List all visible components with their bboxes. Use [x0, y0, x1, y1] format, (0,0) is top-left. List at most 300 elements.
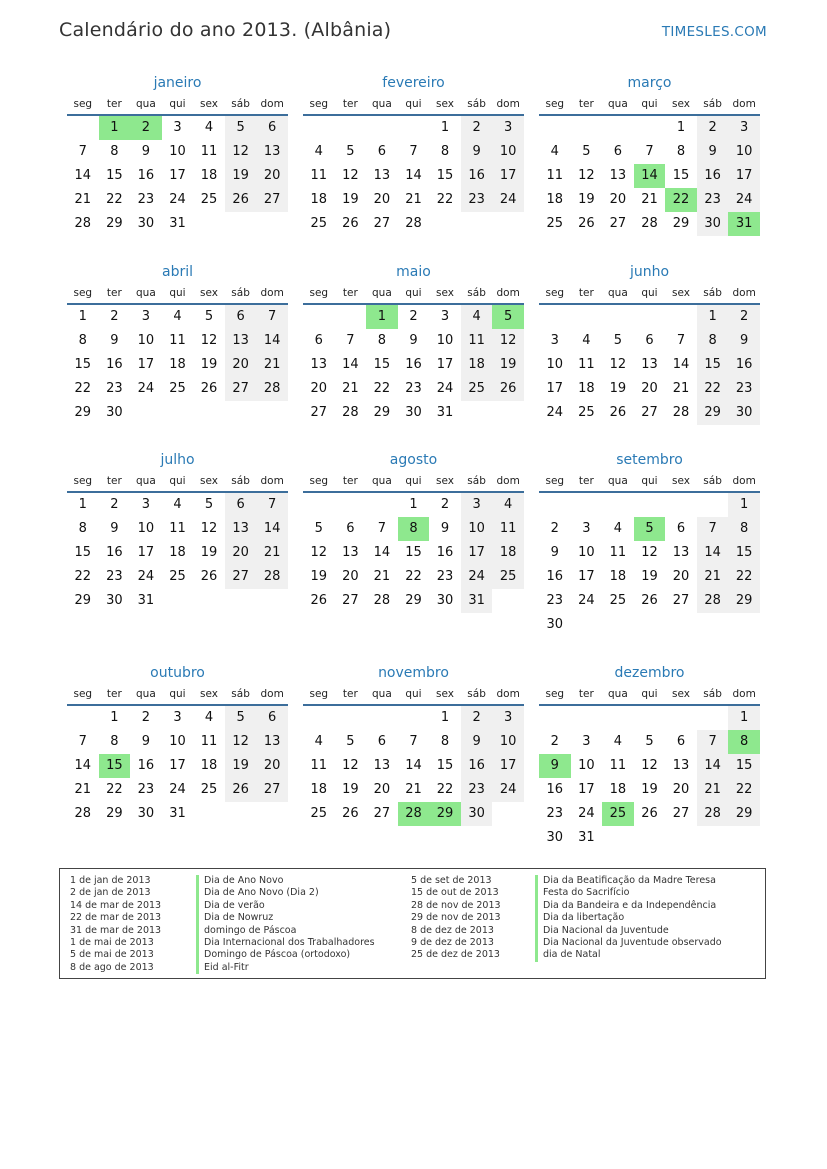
weekday-label: sáb: [703, 98, 722, 110]
day-cell: 11: [310, 758, 328, 773]
empty-day-cell: [398, 706, 430, 730]
weekend-day-cell: 12: [492, 329, 524, 353]
week-row: [67, 140, 288, 164]
empty-day-cell: [665, 706, 697, 730]
week-row: [67, 401, 288, 425]
holiday-day-cell: 22: [665, 188, 697, 212]
empty-day-cell: [571, 116, 603, 140]
weekend-day-cell: 2: [461, 706, 493, 730]
weekend-day-cell: 13: [225, 517, 257, 541]
day-cell: 10: [169, 734, 186, 749]
legend-holiday-name: dia de Natal: [535, 949, 722, 961]
day-cell: 30: [137, 806, 155, 821]
weekday-label: sex: [672, 98, 691, 110]
day-cell: 18: [609, 569, 627, 584]
week-row: [303, 589, 524, 613]
weekend-day-cell: 17: [461, 541, 493, 565]
weekday-label: seg: [73, 688, 93, 700]
legend-date: 9 de dez de 2013: [411, 936, 494, 948]
day-cell: 21: [373, 569, 391, 584]
weekday-label: sex: [436, 98, 455, 110]
day-cell: 9: [110, 521, 119, 536]
weekday-label: qui: [169, 287, 186, 299]
legend-holiday-name: domingo de Páscoa: [196, 925, 375, 937]
day-cell: 30: [106, 405, 123, 420]
weekday-label: qui: [405, 688, 422, 700]
weekend-day-cell: 15: [697, 353, 729, 377]
legend-date: 8 de dez de 2013: [411, 924, 494, 936]
weekend-day-cell: 14: [697, 541, 729, 565]
weekend-day-cell: 27: [256, 778, 288, 802]
weekend-day-cell: 19: [492, 353, 524, 377]
empty-day-cell: [366, 493, 398, 517]
day-cell: 30: [137, 216, 155, 231]
day-cell: 7: [346, 333, 355, 348]
day-cell: 3: [173, 710, 182, 725]
weekday-label: sex: [200, 287, 219, 299]
day-cell: 2: [550, 521, 559, 536]
weekday-label: sáb: [703, 287, 722, 299]
week-row: [67, 305, 288, 329]
legend-holiday-name: Dia da Bandeira e da Independência: [535, 900, 722, 912]
day-cell: 24: [169, 192, 186, 207]
holiday-day-cell: 25: [602, 802, 634, 826]
day-cell: 22: [106, 192, 123, 207]
day-cell: 17: [137, 545, 155, 560]
day-cell: 5: [204, 309, 214, 324]
day-cell: 13: [373, 758, 391, 773]
day-cell: 11: [169, 521, 186, 536]
weekend-day-cell: 25: [492, 565, 524, 589]
weekday-label: ter: [106, 475, 122, 487]
empty-day-cell: [602, 493, 634, 517]
weekday-label: ter: [578, 688, 594, 700]
weekend-day-cell: 19: [225, 754, 257, 778]
empty-day-cell: [697, 493, 729, 517]
weekend-day-cell: 12: [225, 140, 257, 164]
day-cell: 14: [405, 758, 422, 773]
day-cell: 25: [546, 216, 564, 231]
day-cell: 15: [436, 168, 454, 183]
weekend-day-cell: 20: [256, 164, 288, 188]
weekday-label: seg: [309, 287, 329, 299]
week-row: [303, 353, 524, 377]
day-cell: 26: [609, 405, 627, 420]
day-cell: 19: [200, 545, 218, 560]
day-cell: 23: [137, 192, 155, 207]
week-row: [303, 802, 524, 826]
empty-day-cell: [634, 116, 666, 140]
day-cell: 10: [546, 357, 564, 372]
day-cell: 24: [169, 782, 186, 797]
weekend-day-cell: 16: [697, 164, 729, 188]
week-row: [67, 493, 288, 517]
empty-day-cell: [634, 613, 666, 637]
weekend-day-cell: 16: [461, 164, 493, 188]
day-cell: 5: [582, 144, 591, 159]
weekend-day-cell: 14: [256, 329, 288, 353]
week-row: [67, 188, 288, 212]
week-row: [67, 164, 288, 188]
day-cell: 23: [137, 782, 155, 797]
day-cell: 25: [310, 806, 328, 821]
weekend-day-cell: 7: [256, 305, 288, 329]
day-cell: 23: [546, 806, 564, 821]
site-link[interactable]: TIMESLES.COM: [661, 24, 767, 40]
day-cell: 16: [546, 569, 564, 584]
weekday-label: qui: [405, 287, 422, 299]
day-cell: 26: [641, 593, 658, 608]
day-cell: 7: [377, 521, 387, 536]
day-cell: 7: [78, 734, 87, 749]
day-cell: 13: [672, 758, 690, 773]
weekend-day-cell: 9: [728, 329, 760, 353]
day-cell: 14: [672, 357, 690, 372]
day-cell: 13: [641, 357, 658, 372]
week-row: [539, 493, 760, 517]
weekend-day-cell: 20: [225, 541, 257, 565]
weekend-day-cell: 29: [728, 589, 760, 613]
weekend-day-cell: 2: [461, 116, 493, 140]
day-cell: 18: [578, 381, 595, 396]
weekend-day-cell: 1: [728, 706, 760, 730]
weekend-day-cell: 10: [461, 517, 493, 541]
week-row: [539, 116, 760, 140]
holiday-day-cell: 15: [99, 754, 131, 778]
day-cell: 5: [645, 734, 654, 749]
weekend-day-cell: 7: [697, 517, 729, 541]
week-row: [67, 541, 288, 565]
weekend-day-cell: 20: [256, 754, 288, 778]
weekday-label: sáb: [467, 475, 486, 487]
weekday-label: qui: [641, 98, 658, 110]
holiday-day-cell: 28: [398, 802, 430, 826]
day-cell: 17: [578, 569, 595, 584]
day-cell: 13: [609, 168, 627, 183]
day-cell: 18: [169, 545, 186, 560]
day-cell: 28: [641, 216, 658, 231]
weekend-day-cell: 8: [697, 329, 729, 353]
weekday-label: ter: [578, 98, 594, 110]
day-cell: 4: [173, 309, 182, 324]
empty-day-cell: [602, 613, 634, 637]
day-cell: 25: [578, 405, 595, 420]
day-cell: 1: [440, 710, 450, 725]
day-cell: 14: [74, 168, 92, 183]
day-cell: 26: [310, 593, 328, 608]
day-cell: 3: [440, 309, 450, 324]
week-row: [67, 565, 288, 589]
legend-holiday-name: Dia Nacional da Juventude observado: [535, 937, 722, 949]
weekday-label: sáb: [703, 688, 722, 700]
day-cell: 28: [672, 405, 690, 420]
month-9: [67, 662, 288, 826]
day-cell: 16: [106, 545, 123, 560]
weekend-day-cell: 15: [728, 754, 760, 778]
day-cell: 8: [110, 734, 119, 749]
empty-day-cell: [602, 706, 634, 730]
week-row: [67, 212, 288, 236]
weekday-label: dom: [732, 688, 756, 700]
weekday-label: seg: [309, 475, 329, 487]
day-cell: 11: [310, 168, 328, 183]
day-cell: 8: [377, 333, 387, 348]
weekend-day-cell: 6: [225, 493, 257, 517]
weekday-label: seg: [73, 475, 93, 487]
empty-day-cell: [366, 706, 398, 730]
day-cell: 30: [436, 593, 454, 608]
legend-holiday-name: Dia da libertação: [535, 912, 722, 924]
day-cell: 10: [137, 333, 155, 348]
empty-day-cell: [665, 305, 697, 329]
week-row: [303, 706, 524, 730]
day-cell: 7: [409, 734, 418, 749]
day-cell: 2: [141, 710, 151, 725]
weekend-day-cell: 26: [492, 377, 524, 401]
weekday-label: qui: [641, 475, 658, 487]
empty-day-cell: [492, 212, 524, 236]
weekend-day-cell: 3: [492, 116, 524, 140]
week-row: [539, 401, 760, 425]
day-cell: 11: [609, 758, 627, 773]
weekday-label: dom: [496, 287, 520, 299]
empty-day-cell: [256, 401, 288, 425]
day-cell: 10: [578, 545, 595, 560]
empty-day-cell: [539, 305, 571, 329]
empty-day-cell: [602, 116, 634, 140]
day-cell: 13: [672, 545, 690, 560]
holiday-day-cell: 14: [634, 164, 666, 188]
weekend-day-cell: 16: [728, 353, 760, 377]
day-cell: 31: [137, 593, 155, 608]
day-cell: 19: [641, 782, 658, 797]
month-6: [67, 449, 288, 613]
day-cell: 12: [310, 545, 328, 560]
week-row: [303, 140, 524, 164]
week-row: [67, 802, 288, 826]
empty-day-cell: [728, 613, 760, 637]
day-cell: 8: [440, 734, 450, 749]
day-cell: 24: [546, 405, 564, 420]
empty-day-cell: [256, 802, 288, 826]
empty-day-cell: [697, 706, 729, 730]
day-cell: 11: [546, 168, 564, 183]
week-row: [303, 329, 524, 353]
day-cell: 18: [310, 782, 328, 797]
day-cell: 23: [546, 593, 564, 608]
empty-day-cell: [492, 802, 524, 826]
legend-date: 1 de mai de 2013: [70, 936, 154, 948]
day-cell: 4: [204, 120, 214, 135]
week-row: [539, 589, 760, 613]
weekend-day-cell: 30: [728, 401, 760, 425]
weekday-label: dom: [496, 98, 520, 110]
day-cell: 6: [377, 144, 387, 159]
weekend-day-cell: 16: [461, 754, 493, 778]
day-cell: 18: [200, 758, 218, 773]
day-cell: 31: [169, 806, 186, 821]
empty-day-cell: [728, 826, 760, 850]
month-name: abril: [161, 264, 193, 280]
day-cell: 7: [78, 144, 87, 159]
weekend-day-cell: 2: [697, 116, 729, 140]
month-name: dezembro: [614, 665, 685, 681]
weekday-label: qui: [405, 98, 422, 110]
weekend-day-cell: 29: [728, 802, 760, 826]
empty-day-cell: [67, 706, 99, 730]
legend-date: 28 de nov de 2013: [411, 899, 501, 911]
weekday-label: sáb: [231, 688, 250, 700]
day-cell: 7: [409, 144, 418, 159]
week-row: [539, 706, 760, 730]
day-cell: 1: [110, 710, 119, 725]
month-1: [303, 72, 524, 236]
day-cell: 17: [546, 381, 564, 396]
day-cell: 30: [106, 593, 123, 608]
weekday-label: qua: [372, 287, 392, 299]
day-cell: 28: [373, 593, 391, 608]
legend-names-col-1: [196, 875, 375, 974]
weekend-day-cell: 15: [728, 541, 760, 565]
month-name: outubro: [150, 665, 205, 681]
day-cell: 12: [200, 521, 218, 536]
legend-date: 2 de jan de 2013: [70, 887, 151, 899]
week-row: [539, 517, 760, 541]
legend-holiday-name: Dia de Nowruz: [196, 912, 375, 924]
day-cell: 17: [169, 168, 186, 183]
weekend-day-cell: 19: [225, 164, 257, 188]
day-cell: 16: [546, 782, 564, 797]
weekday-label: dom: [496, 475, 520, 487]
week-row: [303, 541, 524, 565]
weekday-label: sex: [200, 98, 219, 110]
weekend-day-cell: 7: [256, 493, 288, 517]
week-row: [303, 778, 524, 802]
weekday-label: sex: [200, 688, 219, 700]
day-cell: 2: [440, 497, 450, 512]
weekday-label: qui: [641, 287, 658, 299]
day-cell: 5: [204, 497, 214, 512]
empty-day-cell: [162, 589, 194, 613]
month-4: [303, 261, 524, 425]
weekday-label: ter: [342, 688, 358, 700]
week-row: [303, 305, 524, 329]
weekend-day-cell: 17: [492, 164, 524, 188]
day-cell: 17: [137, 357, 155, 372]
empty-day-cell: [303, 116, 335, 140]
weekday-label: qua: [608, 688, 628, 700]
month-name: julho: [160, 452, 195, 468]
weekend-day-cell: 6: [225, 305, 257, 329]
weekend-day-cell: 13: [256, 730, 288, 754]
weekend-day-cell: 1: [728, 493, 760, 517]
week-row: [539, 188, 760, 212]
weekday-label: seg: [545, 98, 565, 110]
day-cell: 3: [550, 333, 559, 348]
weekday-label: qua: [136, 287, 156, 299]
weekday-label: sáb: [231, 98, 250, 110]
week-row: [539, 826, 760, 850]
day-cell: 22: [405, 569, 422, 584]
day-cell: 27: [641, 405, 658, 420]
empty-day-cell: [492, 401, 524, 425]
day-cell: 8: [440, 144, 450, 159]
month-name: novembro: [378, 665, 449, 681]
empty-day-cell: [571, 613, 603, 637]
weekday-label: qua: [136, 688, 156, 700]
weekday-label: ter: [342, 287, 358, 299]
day-cell: 1: [78, 497, 87, 512]
weekend-day-cell: 30: [461, 802, 493, 826]
legend-holiday-name: Eid al-Fitr: [196, 962, 375, 974]
week-row: [303, 517, 524, 541]
weekend-day-cell: 9: [461, 730, 493, 754]
day-cell: 23: [106, 569, 123, 584]
week-row: [539, 164, 760, 188]
day-cell: 15: [405, 545, 422, 560]
day-cell: 4: [173, 497, 182, 512]
day-cell: 23: [106, 381, 123, 396]
weekend-day-cell: 27: [225, 377, 257, 401]
day-cell: 21: [74, 192, 92, 207]
month-name: fevereiro: [382, 75, 445, 91]
legend-holiday-name: Dia Nacional da Juventude: [535, 925, 722, 937]
weekday-header: [539, 94, 760, 116]
month-8: [539, 449, 760, 637]
day-cell: 15: [74, 357, 92, 372]
month-11: [539, 662, 760, 850]
week-row: [539, 212, 760, 236]
day-cell: 9: [141, 734, 151, 749]
day-cell: 27: [609, 216, 627, 231]
weekend-day-cell: 23: [697, 188, 729, 212]
empty-day-cell: [602, 305, 634, 329]
day-cell: 6: [676, 734, 686, 749]
week-row: [67, 377, 288, 401]
empty-day-cell: [429, 212, 461, 236]
day-cell: 29: [672, 216, 690, 231]
day-cell: 10: [436, 333, 454, 348]
day-cell: 17: [578, 782, 595, 797]
day-cell: 18: [200, 168, 218, 183]
day-cell: 9: [550, 545, 559, 560]
empty-day-cell: [335, 706, 367, 730]
day-cell: 12: [609, 357, 627, 372]
day-cell: 26: [641, 806, 658, 821]
weekday-header: [303, 684, 524, 706]
weekend-day-cell: 7: [697, 730, 729, 754]
weekday-label: sex: [436, 287, 455, 299]
day-cell: 23: [405, 381, 422, 396]
empty-day-cell: [634, 706, 666, 730]
weekend-day-cell: 14: [697, 754, 729, 778]
day-cell: 26: [200, 569, 218, 584]
month-name: janeiro: [153, 75, 202, 91]
weekend-day-cell: 28: [697, 802, 729, 826]
empty-day-cell: [225, 589, 257, 613]
day-cell: 6: [314, 333, 323, 348]
weekend-day-cell: 6: [256, 116, 288, 140]
empty-day-cell: [398, 116, 430, 140]
day-cell: 30: [546, 617, 564, 632]
weekday-label: ter: [578, 475, 594, 487]
weekend-day-cell: 28: [256, 565, 288, 589]
weekday-label: ter: [106, 98, 122, 110]
empty-day-cell: [193, 802, 225, 826]
day-cell: 16: [436, 545, 454, 560]
empty-day-cell: [303, 706, 335, 730]
legend-names-col-2: [535, 875, 722, 962]
